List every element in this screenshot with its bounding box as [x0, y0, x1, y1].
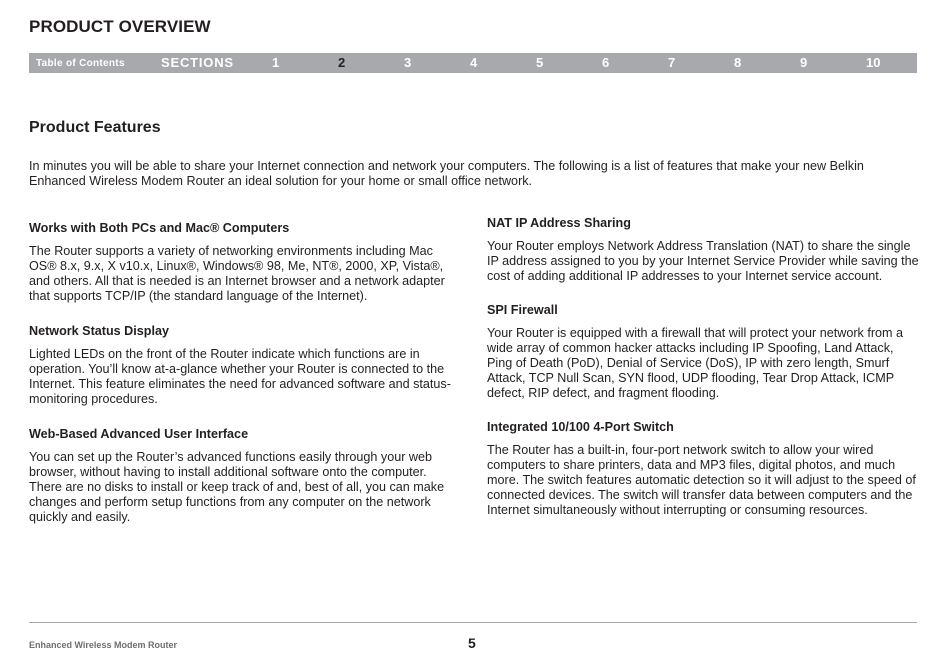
section-link-3[interactable]: 3 — [404, 55, 412, 70]
footer-product-name: Enhanced Wireless Modem Router — [29, 640, 177, 650]
feature-body: Your Router is equipped with a firewall that will protect your network from a wide array of common hacker attacks including IP Spoofing, Land Attack, Ping of Death (PoD), Denial of Service (DoS), IP with zero length, Smurf Attack, TCP Null Scan, SYN flood, UDP flooding, Tear Drop Attack, ICMP defect, RIP defect, and fragment flooding. — [487, 326, 904, 400]
feature-heading: Works with Both PCs and Mac® Computers — [29, 221, 290, 235]
feature-pc-mac — [29, 221, 461, 304]
left-column — [29, 221, 461, 545]
feature-body: The Router has a built-in, four-port network switch to allow your wired computers to share printers, data and MP3 files, digital photos, and much more. The switch features automatic detection so it will adjust to the speed of connected devices. The switch will transfer data between computers and the Internet simultaneously without interrupting or consuming resources. — [487, 443, 916, 517]
section-link-8[interactable]: 8 — [734, 55, 742, 70]
feature-nat — [487, 216, 919, 284]
footer-divider — [29, 622, 917, 623]
feature-switch — [487, 420, 919, 518]
feature-heading: NAT IP Address Sharing — [487, 216, 631, 230]
feature-spi-firewall — [487, 303, 919, 401]
feature-body: You can set up the Router’s advanced functions easily through your web browser, without having to install additional software onto the computer. There are no disks to install or keep track of and, best of all, you can make changes and perform setup functions from any computer on the network quickly and easily. — [29, 450, 445, 524]
section-nav-bar — [29, 53, 917, 73]
section-link-7[interactable]: 7 — [668, 55, 676, 70]
feature-heading: Integrated 10/100 4-Port Switch — [487, 420, 674, 434]
intro-paragraph: In minutes you will be able to share your Internet connection and network your computers. The following is a list of features that make your new Belkin Enhanced Wireless Modem Router an ideal solution for your home or small office network. — [29, 159, 864, 188]
feature-heading: Network Status Display — [29, 324, 169, 338]
section-title: Product Features — [29, 119, 161, 136]
feature-network-status — [29, 324, 461, 407]
feature-web-ui — [29, 427, 461, 525]
feature-heading: SPI Firewall — [487, 303, 558, 317]
table-of-contents-link[interactable]: Table of Contents — [36, 58, 125, 69]
section-link-5[interactable]: 5 — [536, 55, 544, 70]
section-link-2[interactable]: 2 — [338, 55, 346, 70]
section-link-4[interactable]: 4 — [470, 55, 478, 70]
right-column — [487, 216, 919, 537]
feature-body: Your Router employs Network Address Translation (NAT) to share the single IP address assigned to you by your Internet Service Provider while saving the cost of adding additional IP addresses to your Internet service account. — [487, 239, 919, 283]
sections-label: SECTIONS — [161, 55, 234, 70]
page-number: 5 — [468, 635, 476, 651]
section-link-1[interactable]: 1 — [272, 55, 280, 70]
feature-body: Lighted LEDs on the front of the Router indicate which functions are in operation. You’ll know at-a-glance whether your Router is connected to the Internet. This feature eliminates the need for advanced software and status-monitoring procedures. — [29, 347, 451, 406]
section-link-10[interactable]: 10 — [866, 55, 881, 70]
feature-body: The Router supports a variety of networking environments including Mac OS® 8.x, 9.x, X v10.x, Linux®, Windows® 98, Me, NT®, 2000, XP, Vista®, and others. All that is needed is an Internet browser and a network adapter that supports TCP/IP (the standard language of the Internet). — [29, 244, 445, 303]
feature-heading: Web-Based Advanced User Interface — [29, 427, 249, 441]
page-title: PRODUCT OVERVIEW — [29, 17, 211, 36]
section-link-9[interactable]: 9 — [800, 55, 808, 70]
section-link-6[interactable]: 6 — [602, 55, 610, 70]
